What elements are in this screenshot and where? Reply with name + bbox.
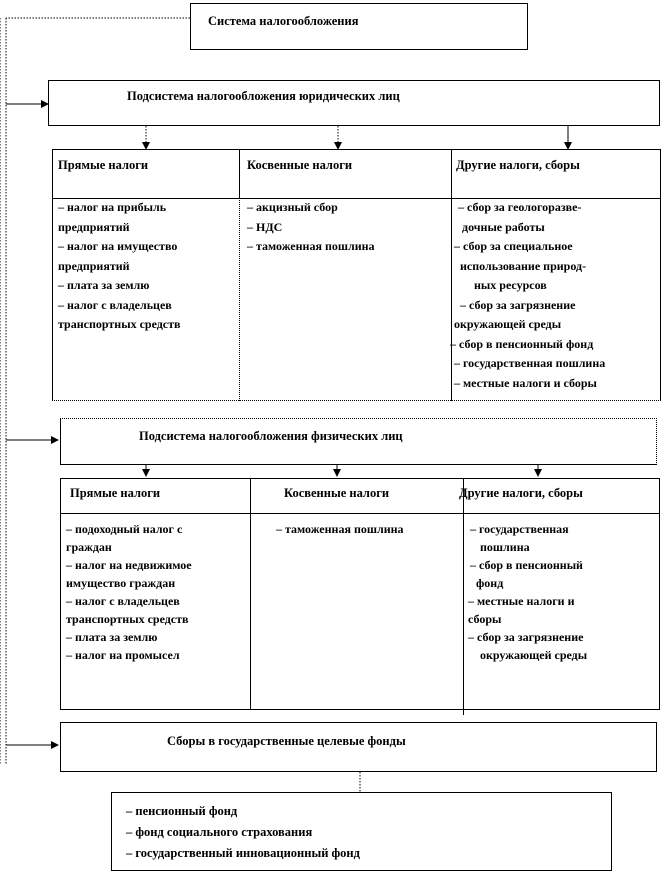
root-title: Система налогообложения <box>208 14 359 28</box>
physical-subsystem-title: Подсистема налогообложения физических лиц <box>139 429 403 443</box>
physical-col-direct-header: Прямые налоги <box>70 486 161 500</box>
list-item: сборы <box>468 612 502 626</box>
list-item: – государственный инновационный фонд <box>126 846 360 860</box>
physical-subsystem-box <box>60 418 657 465</box>
legal-table <box>52 149 661 401</box>
list-item: – государственная <box>470 522 569 536</box>
list-item: – подоходный налог с <box>66 522 183 536</box>
list-item: – налог на прибыль <box>58 200 167 214</box>
list-item: – налог с владельцев <box>58 297 172 312</box>
legal-subsystem-title: Подсистема налогообложения юридических лиц <box>127 89 400 103</box>
list-item: – налог на имущество <box>58 239 178 253</box>
list-item: – местные налоги и <box>468 594 575 608</box>
list-item: – таможенная пошлина <box>276 522 404 536</box>
funds-list <box>126 801 360 864</box>
legal-col-direct-header: Прямые налоги <box>58 158 149 172</box>
physical-col-indirect-header: Косвенные налоги <box>284 486 390 500</box>
physical-indirect-list <box>276 520 404 538</box>
list-item: – налог на промысел <box>66 648 180 662</box>
list-item: – государственная пошлина <box>454 356 606 370</box>
list-item: – сбор в пенсионный фонд <box>450 336 594 351</box>
list-item: – сбор за геологоразве- <box>458 200 582 214</box>
list-item: транспортных средств <box>66 612 189 626</box>
list-item: граждан <box>66 540 112 554</box>
physical-col-other-header: Другие налоги, сборы <box>459 486 583 500</box>
list-item: дочные работы <box>462 219 545 234</box>
list-item: предприятий <box>58 219 130 234</box>
list-item: – сбор за загрязнение <box>468 630 584 644</box>
legal-subsystem-box <box>48 80 660 126</box>
funds-list-box <box>111 792 612 871</box>
list-item: – сбор за специальное <box>454 239 573 253</box>
list-item: транспортных средств <box>58 317 181 331</box>
legal-col-indirect-header: Косвенные налоги <box>247 158 353 172</box>
list-item: – налог на недвижимое <box>66 558 192 572</box>
funds-title: Сборы в государственные целевые фонды <box>167 734 406 748</box>
list-item: – плата за землю <box>66 630 158 644</box>
physical-table <box>60 478 660 710</box>
list-item: – пенсионный фонд <box>126 804 238 818</box>
list-item: имущество граждан <box>66 576 176 590</box>
legal-other-list <box>450 198 606 393</box>
legal-indirect-list <box>247 198 375 257</box>
list-item: фонд <box>476 576 504 590</box>
list-item: – сбор за загрязнение <box>460 297 576 312</box>
root-box <box>190 3 528 50</box>
physical-direct-list <box>66 520 192 664</box>
list-item: пошлина <box>480 540 530 554</box>
list-item: использование природ- <box>460 258 587 273</box>
list-item: – акцизный сбор <box>247 200 338 214</box>
list-item: ных ресурсов <box>474 278 547 292</box>
list-item: – плата за землю <box>58 278 150 292</box>
physical-other-list <box>468 520 587 664</box>
list-item: – НДС <box>247 219 283 234</box>
funds-box <box>60 722 657 772</box>
list-item: предприятий <box>58 258 130 273</box>
legal-direct-list <box>58 198 181 335</box>
list-item: – налог с владельцев <box>66 594 180 608</box>
list-item: окружающей среды <box>454 317 562 331</box>
list-item: – сбор в пенсионный <box>470 558 583 572</box>
list-item: окружающей среды <box>480 648 588 662</box>
list-item: – таможенная пошлина <box>247 239 375 253</box>
legal-col-other-header: Другие налоги, сборы <box>456 158 580 172</box>
list-item: – местные налоги и сборы <box>454 375 597 390</box>
list-item: – фонд социального страхования <box>126 825 313 839</box>
